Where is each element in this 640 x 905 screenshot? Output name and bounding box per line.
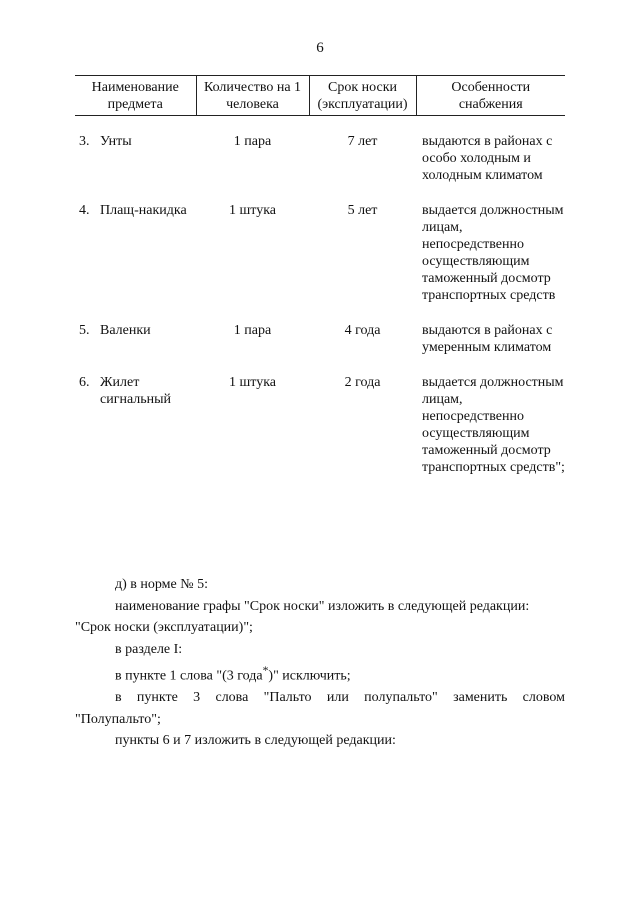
item-number: 4.: [79, 203, 90, 218]
item-note: выдается должностным лицам, непосредственно осуществляющим таможенный досмотр транспортных средств: [422, 203, 564, 303]
item-term: 7 лет: [347, 134, 378, 149]
item-name-cell: [75, 133, 196, 202]
paragraph-item-1: [75, 660, 565, 687]
paragraph-item-3-cont: "Полупальто";: [75, 711, 161, 727]
item-number: 5.: [79, 323, 90, 338]
item-number: 6.: [79, 375, 90, 390]
table-row: [75, 374, 565, 494]
item-note: выдаются в районах с умеренным климатом: [422, 323, 553, 355]
table-row: [75, 322, 565, 374]
paragraph-norm-5: д) в норме № 5:: [115, 577, 208, 592]
table-row: [75, 202, 565, 322]
table-row: [75, 133, 565, 202]
header-item-name: Наименование предмета: [75, 76, 196, 116]
paragraph-column-title: наименование графы "Срок носки" изложить в следующей редакции:: [115, 598, 530, 614]
item-name: Валенки: [100, 323, 151, 338]
item-name-cell: [75, 374, 196, 494]
header-quantity: Количество на 1 человека: [196, 76, 309, 116]
item-term: 4 года: [344, 323, 381, 338]
norms-table: [75, 75, 565, 494]
item-note: выдается должностным лицам, непосредственно осуществляющим таможенный досмотр транспортных средств";: [422, 375, 565, 475]
item-quantity: 1 пара: [233, 323, 272, 338]
paragraph-items-6-7: пункты 6 и 7 изложить в следующей редакции:: [115, 733, 396, 749]
page-number: 6: [316, 40, 324, 56]
item-quantity: 1 штука: [228, 203, 277, 218]
amendment-text: [75, 574, 565, 752]
paragraph-section-1: в разделе I:: [115, 641, 183, 657]
table-header-row: [75, 76, 565, 116]
item-name: Унты: [100, 134, 132, 149]
item-name-cell: [75, 322, 196, 374]
header-supply-features: Особенности снабжения: [416, 76, 565, 116]
item-note: выдаются в районах с особо холодным и холодным климатом: [422, 134, 553, 183]
paragraph-item-3: в пункте 3 слова "Пальто или полупальто" заменить словом: [115, 690, 565, 706]
item-1-text-post: )" исключить;: [268, 668, 351, 684]
item-quantity: 1 пара: [233, 134, 272, 149]
header-term: Срок носки (эксплуатации): [309, 76, 416, 116]
footnote-mark: *: [262, 664, 269, 677]
item-term: 2 года: [344, 375, 381, 390]
item-quantity: 1 штука: [228, 375, 277, 390]
item-term: 5 лет: [347, 203, 378, 218]
item-name: Плащ-накидка: [100, 203, 187, 218]
item-number: 3.: [79, 134, 90, 149]
item-1-text-pre: в пункте 1 слова "(3 года: [115, 668, 263, 684]
item-name-cell: [75, 202, 196, 322]
item-name: Жилет сигнальный: [100, 375, 172, 407]
paragraph-column-title-cont: "Срок носки (эксплуатации)";: [75, 620, 253, 635]
norms-table-wrap: [75, 75, 565, 494]
